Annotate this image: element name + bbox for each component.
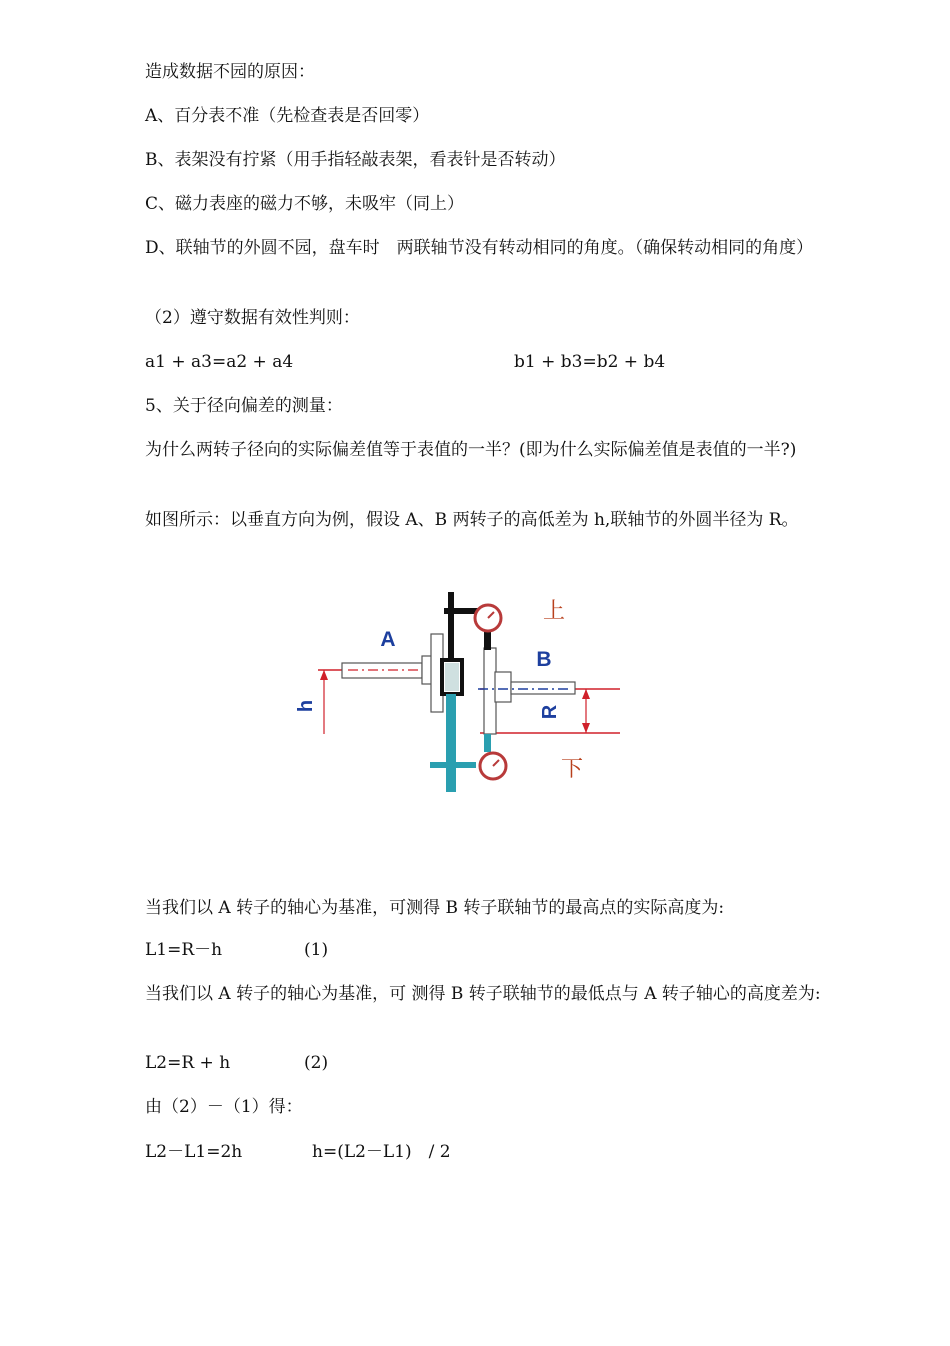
equation-1 (145, 938, 545, 962)
equation-2 (145, 1051, 545, 1075)
equation-2-number: (2) (304, 1053, 329, 1073)
text-highest-point: 当我们以 A 转子的轴心为基准，可测得 B 转子联轴节的最高点的实际高度为: (145, 898, 725, 918)
h-label: h (295, 699, 317, 713)
text-question: 为什么两转子径向的实际偏差值等于表值的一半？(即为什么实际偏差值是表值的一半?) (145, 440, 797, 460)
validity-rule-equations (145, 350, 845, 374)
text-validity-rule-heading: （2）遵守数据有效性判则： (145, 308, 360, 328)
text-cause-b: B、表架没有拧紧（用手指轻敲表架，看表针是否转动） (145, 150, 566, 170)
upper-indicator-rod (448, 592, 454, 662)
rotor-b-shaft (511, 682, 575, 694)
r-arrow-down-icon (582, 723, 590, 733)
lower-indicator-stem (484, 734, 491, 752)
rule-equation-b: b1 + b3=b2 + b4 (514, 352, 666, 372)
rotor-b-label: B (536, 648, 552, 671)
equation-2-expr: L2=R + h (145, 1053, 231, 1073)
r-label: R (539, 704, 561, 720)
text-lowest-point: 当我们以 A 转子的轴心为基准，可 测得 B 转子联轴节的最低点与 A 转子轴心的高度差为: (145, 984, 821, 1004)
h-arrow-icon (320, 670, 328, 680)
text-assumption: 如图所示：以垂直方向为例，假设 A、B 两转子的高低差为 h,联轴节的外圆半径为 R。 (145, 510, 799, 530)
equation-3 (145, 1140, 645, 1164)
text-cause-d: D、联轴节的外圆不园，盘车时 两联轴节没有转动相同的角度。（确保转动相同的角度） (145, 238, 814, 258)
equation-1-expr: L1=R－h (145, 940, 223, 960)
up-label: 上 (542, 599, 566, 624)
rotor-a-label: A (380, 628, 396, 651)
text-cause-heading: 造成数据不园的原因： (145, 62, 315, 82)
text-section-5-heading: 5、关于径向偏差的测量： (145, 396, 343, 416)
text-cause-a: A、百分表不准（先检查表是否回零） (145, 106, 430, 126)
lower-indicator-rod (446, 694, 456, 792)
equation-3-left: L2－L1=2h (145, 1142, 243, 1162)
coupling-alignment-diagram (290, 588, 630, 800)
rotor-b-hub (495, 672, 511, 702)
rule-equation-a: a1 + a3=a2 + a4 (145, 352, 294, 372)
bracket-inner (445, 663, 459, 691)
equation-1-number: (1) (304, 940, 329, 960)
r-arrow-up-icon (582, 689, 590, 699)
down-label: 下 (560, 757, 584, 782)
coupling-b-flange (484, 648, 496, 734)
text-derivation: 由（2）－（1）得： (145, 1097, 303, 1117)
lower-indicator-arm (430, 762, 476, 768)
equation-3-right: h=(L2－L1) / 2 (312, 1142, 451, 1162)
text-cause-c: C、磁力表座的磁力不够，未吸牢（同上） (145, 194, 465, 214)
